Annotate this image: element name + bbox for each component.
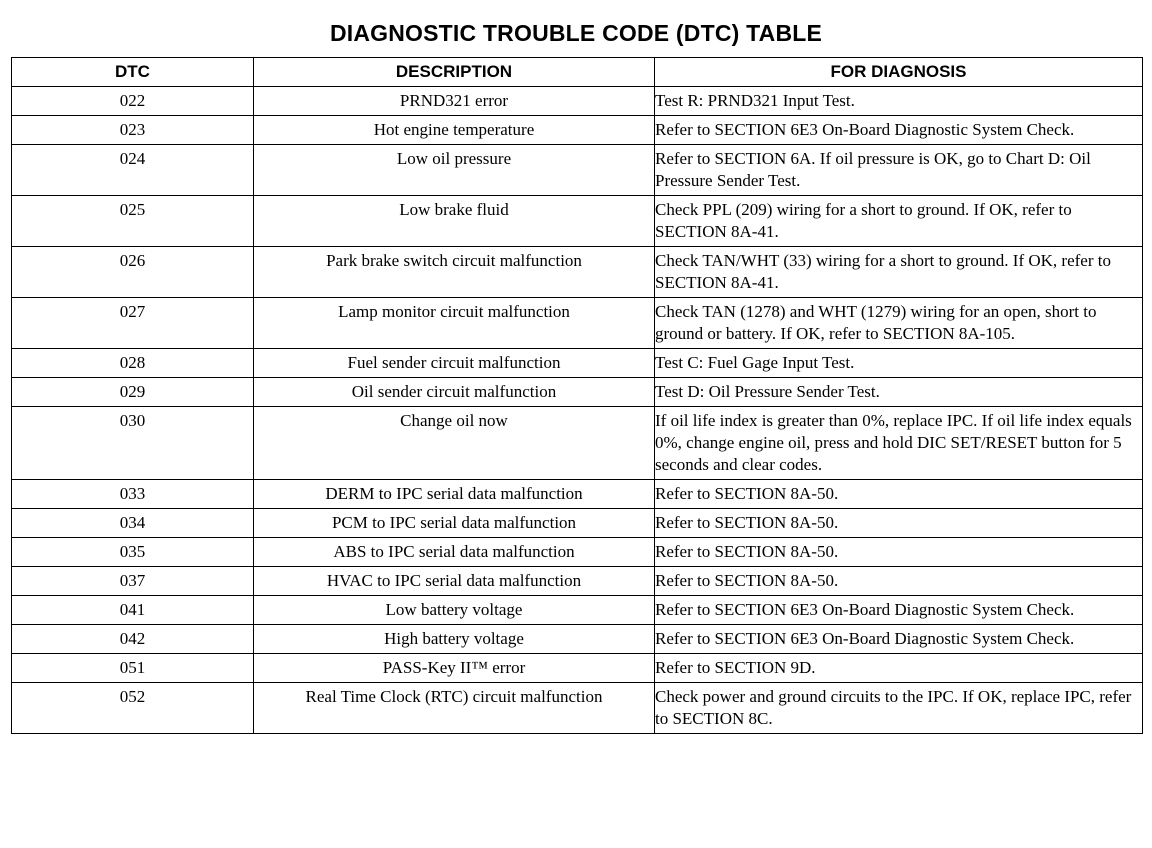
- table-row: [12, 509, 1143, 538]
- description-cell: Oil sender circuit malfunction: [254, 378, 655, 407]
- table-row: [12, 87, 1143, 116]
- header-dtc: DTC: [12, 58, 254, 87]
- dtc-cell: 035: [12, 538, 254, 567]
- description-cell: Park brake switch circuit malfunction: [254, 247, 655, 298]
- table-row: [12, 407, 1143, 480]
- table-row: [12, 480, 1143, 509]
- description-cell: Hot engine temperature: [254, 116, 655, 145]
- description-cell: Lamp monitor circuit malfunction: [254, 298, 655, 349]
- description-cell: High battery voltage: [254, 625, 655, 654]
- dtc-cell: 037: [12, 567, 254, 596]
- diagnosis-cell: Refer to SECTION 8A-50.: [655, 509, 1143, 538]
- table-header-row: [12, 58, 1143, 87]
- diagnosis-cell: Refer to SECTION 6E3 On-Board Diagnostic System Check.: [655, 625, 1143, 654]
- page-title: DIAGNOSTIC TROUBLE CODE (DTC) TABLE: [329, 20, 823, 46]
- table-row: [12, 378, 1143, 407]
- description-cell: Low brake fluid: [254, 196, 655, 247]
- description-cell: Low battery voltage: [254, 596, 655, 625]
- diagnosis-cell: Test R: PRND321 Input Test.: [655, 87, 1143, 116]
- diagnosis-cell: Refer to SECTION 9D.: [655, 654, 1143, 683]
- diagnosis-cell: Refer to SECTION 8A-50.: [655, 480, 1143, 509]
- description-cell: PCM to IPC serial data malfunction: [254, 509, 655, 538]
- diagnosis-cell: Refer to SECTION 6E3 On-Board Diagnostic System Check.: [655, 596, 1143, 625]
- table-row: [12, 349, 1143, 378]
- dtc-cell: 042: [12, 625, 254, 654]
- description-cell: Real Time Clock (RTC) circuit malfunction: [254, 683, 655, 734]
- diagnosis-cell: Check PPL (209) wiring for a short to ground. If OK, refer to SECTION 8A-41.: [655, 196, 1143, 247]
- diagnosis-cell: Refer to SECTION 8A-50.: [655, 567, 1143, 596]
- table-row: [12, 196, 1143, 247]
- table-row: [12, 683, 1143, 734]
- description-cell: ABS to IPC serial data malfunction: [254, 538, 655, 567]
- diagnosis-cell: Test D: Oil Pressure Sender Test.: [655, 378, 1143, 407]
- table-row: [12, 538, 1143, 567]
- dtc-cell: 034: [12, 509, 254, 538]
- description-cell: HVAC to IPC serial data malfunction: [254, 567, 655, 596]
- diagnosis-cell: Refer to SECTION 6E3 On-Board Diagnostic System Check.: [655, 116, 1143, 145]
- diagnosis-cell: Check power and ground circuits to the IPC. If OK, replace IPC, refer to SECTION 8C.: [655, 683, 1143, 734]
- dtc-cell: 041: [12, 596, 254, 625]
- diagnosis-cell: Check TAN/WHT (33) wiring for a short to ground. If OK, refer to SECTION 8A-41.: [655, 247, 1143, 298]
- dtc-cell: 052: [12, 683, 254, 734]
- diagnosis-cell: Test C: Fuel Gage Input Test.: [655, 349, 1143, 378]
- table-body: [12, 87, 1143, 734]
- table-row: [12, 116, 1143, 145]
- dtc-cell: 026: [12, 247, 254, 298]
- dtc-cell: 029: [12, 378, 254, 407]
- dtc-cell: 051: [12, 654, 254, 683]
- dtc-table: [11, 57, 1143, 734]
- header-description: DESCRIPTION: [254, 58, 655, 87]
- dtc-cell: 028: [12, 349, 254, 378]
- table-row: [12, 596, 1143, 625]
- table-row: [12, 247, 1143, 298]
- description-cell: DERM to IPC serial data malfunction: [254, 480, 655, 509]
- dtc-cell: 022: [12, 87, 254, 116]
- table-row: [12, 145, 1143, 196]
- description-cell: PASS-Key II™ error: [254, 654, 655, 683]
- diagnosis-cell: Refer to SECTION 8A-50.: [655, 538, 1143, 567]
- dtc-cell: 033: [12, 480, 254, 509]
- dtc-cell: 025: [12, 196, 254, 247]
- description-cell: PRND321 error: [254, 87, 655, 116]
- table-row: [12, 567, 1143, 596]
- diagnosis-cell: If oil life index is greater than 0%, replace IPC. If oil life index equals 0%, change engine oil, press and hold DIC SET/RESET button for 5 seconds and clear codes.: [655, 407, 1143, 480]
- description-cell: Low oil pressure: [254, 145, 655, 196]
- table-row: [12, 298, 1143, 349]
- table-row: [12, 654, 1143, 683]
- diagnosis-cell: Refer to SECTION 6A. If oil pressure is OK, go to Chart D: Oil Pressure Sender Test.: [655, 145, 1143, 196]
- dtc-cell: 027: [12, 298, 254, 349]
- diagnosis-cell: Check TAN (1278) and WHT (1279) wiring for an open, short to ground or battery. If OK, refer to SECTION 8A-105.: [655, 298, 1143, 349]
- dtc-cell: 023: [12, 116, 254, 145]
- dtc-cell: 024: [12, 145, 254, 196]
- table-row: [12, 625, 1143, 654]
- description-cell: Fuel sender circuit malfunction: [254, 349, 655, 378]
- header-for-diagnosis: FOR DIAGNOSIS: [655, 58, 1143, 87]
- dtc-cell: 030: [12, 407, 254, 480]
- description-cell: Change oil now: [254, 407, 655, 480]
